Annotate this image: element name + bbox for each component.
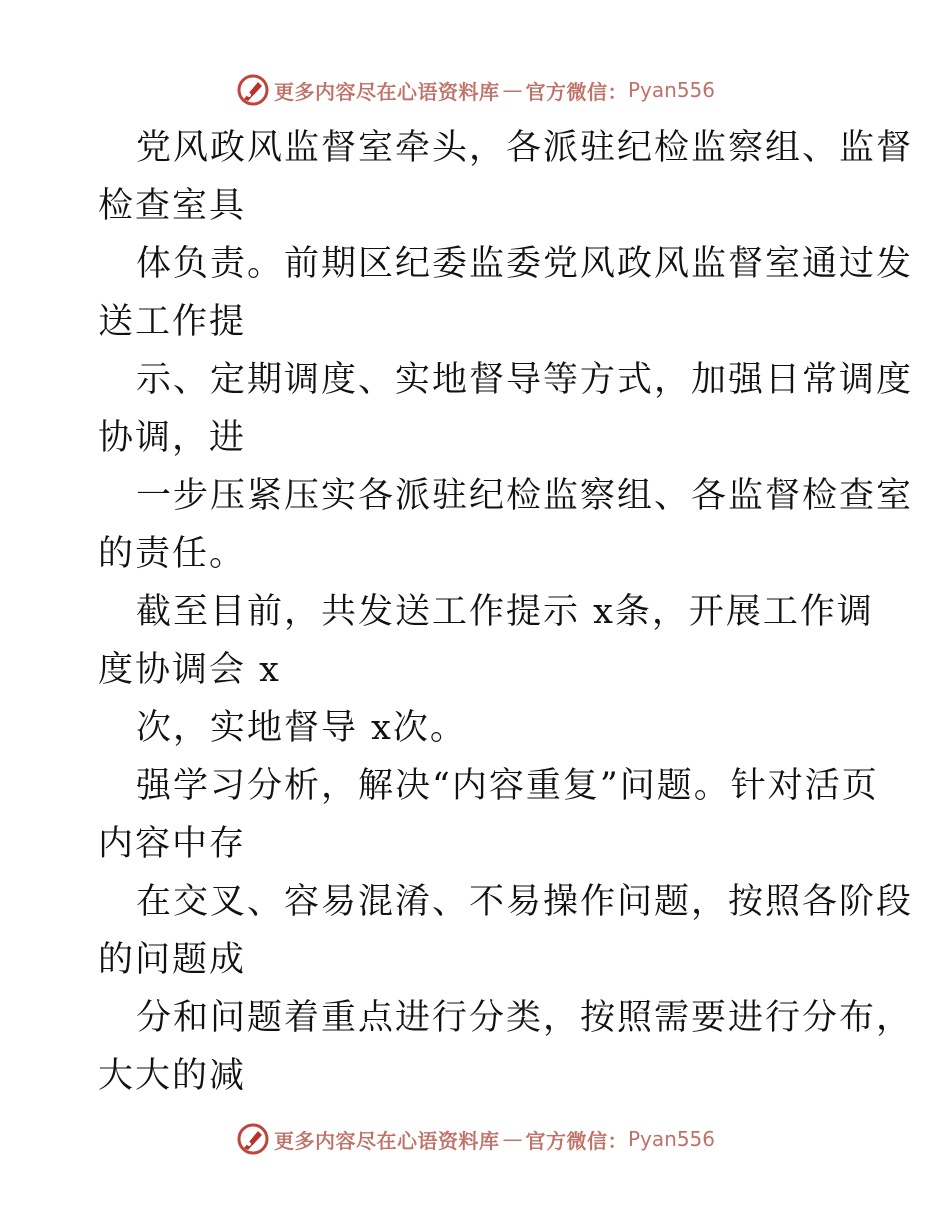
body-line: 次，实地督导 x次。 xyxy=(136,708,467,748)
body-line: 在交叉、容易混淆、不易操作问题，按照各阶段 xyxy=(136,882,914,922)
footer-banner xyxy=(236,1119,715,1159)
body-line: 的责任。 xyxy=(98,534,247,574)
body-line: 示、定期调度、实地督导等方式，加强日常调度 xyxy=(136,360,914,400)
pen-nib-logo-icon xyxy=(236,1122,270,1156)
body-line: 党风政风监督室牵头，各派驻纪检监察组、监督 xyxy=(136,128,914,168)
body-line: 度协调会 x xyxy=(98,650,281,690)
body-line: 截至目前，共发送工作提示 x条，开展工作调 xyxy=(136,592,874,632)
body-line: 大大的减 xyxy=(98,1056,247,1096)
body-line: 的问题成 xyxy=(98,940,247,980)
body-line: 体负责。前期区纪委监委党风政风监督室通过发 xyxy=(136,244,914,284)
header-wechat-id: Pyan556 xyxy=(628,78,716,102)
document-body xyxy=(98,119,914,1105)
pen-nib-logo-icon xyxy=(236,73,270,107)
footer-site-text: 更多内容尽在心语资料库 xyxy=(274,1128,500,1153)
body-line: 内容中存 xyxy=(98,824,247,864)
header-separator: — xyxy=(502,78,523,102)
body-line: 分和问题着重点进行分类，按照需要进行分布， xyxy=(136,998,914,1038)
body-line: 送工作提 xyxy=(98,302,247,342)
header-wechat-label: 官方微信： xyxy=(525,79,628,104)
footer-wechat-id: Pyan556 xyxy=(628,1127,716,1151)
header-banner xyxy=(236,70,715,110)
header-site-text: 更多内容尽在心语资料库 xyxy=(274,79,500,104)
body-line: 一步压紧压实各派驻纪检监察组、各监督检查室 xyxy=(136,476,914,516)
footer-wechat-label: 官方微信： xyxy=(525,1128,628,1153)
body-line: 协调，进 xyxy=(98,418,247,458)
body-line: 强学习分析，解决“内容重复”问题。针对活页 xyxy=(136,766,879,806)
footer-separator: — xyxy=(502,1127,523,1151)
body-line: 检查室具 xyxy=(98,186,247,226)
